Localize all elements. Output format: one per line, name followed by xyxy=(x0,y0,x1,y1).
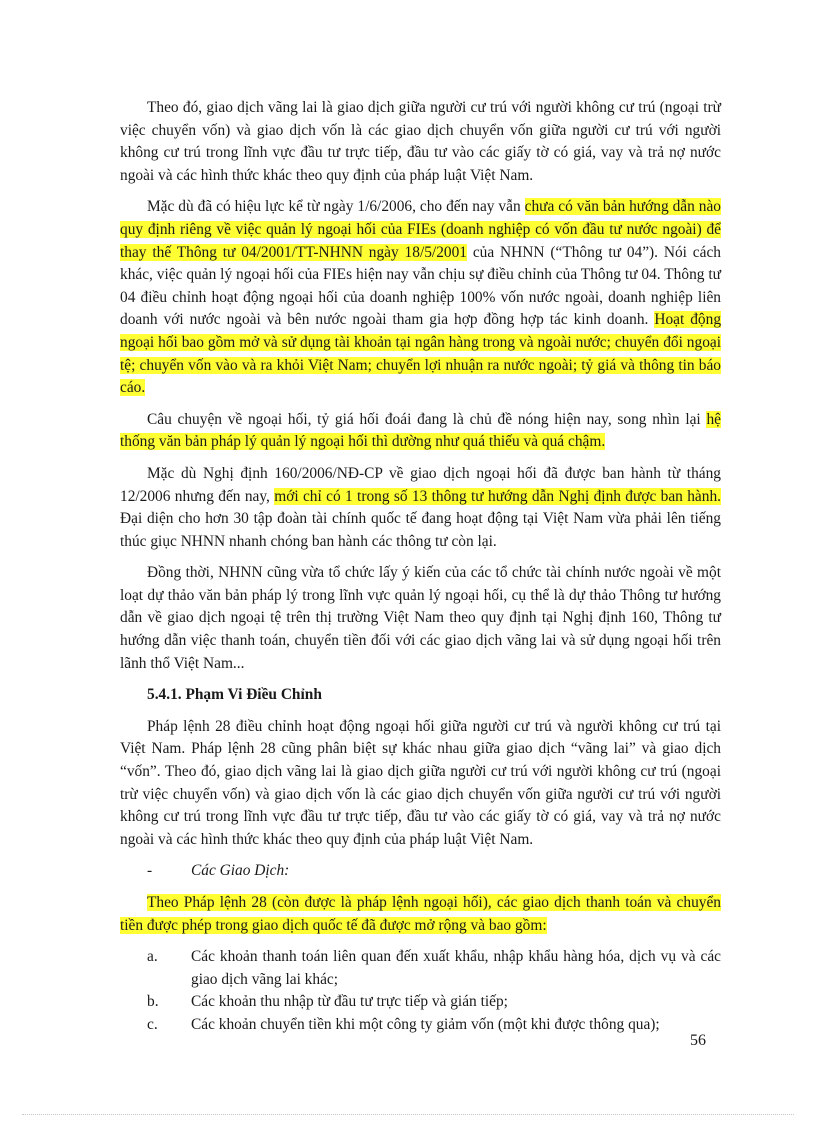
list-item-label: a. xyxy=(147,948,158,966)
page-number: 56 xyxy=(690,1032,706,1049)
page-content xyxy=(120,97,721,1037)
subsection-label xyxy=(120,860,721,883)
subsection-title: Các Giao Dịch: xyxy=(191,862,290,880)
list-item-label: c. xyxy=(147,1015,158,1033)
page-bottom-divider xyxy=(22,1114,794,1115)
highlighted-text: mới chỉ có 1 trong số 13 thông tư hướng dẫn Nghị định được ban hành. xyxy=(274,487,721,505)
list-item-text: Các khoản thanh toán liên quan đến xuất khẩu, nhập khẩu hàng hóa, dịch vụ và các giao dịch vãng lai khác; xyxy=(191,948,721,988)
list-item-text: Các khoản thu nhập từ đầu tư trực tiếp và gián tiếp; xyxy=(191,993,508,1011)
highlighted-text: hệ thống văn bản pháp lý quản lý ngoại hối thì dường như quá thiếu và quá chậm. xyxy=(120,410,721,451)
highlighted-text: Hoạt động ngoại hối bao gồm mở và sử dụng tài khoản tại ngân hàng trong và ngoài nước; chuyển đổi ngoại tệ; chuyển vốn vào và ra khỏi Việt Nam; chuyển lợi nhuận ra nước ngoài; tỷ giá và thông tin báo cáo. xyxy=(120,311,722,397)
paragraph-transaction-definition: Theo đó, giao dịch vãng lai là giao dịch giữa người cư trú với người không cư trú (ngoại trừ việc chuyển vốn) và giao dịch vốn là các giao dịch chuyển vốn giữa người cư trú với người không cư trú trong lĩnh vực đầu tư trực tiếp, đầu tư vào các giấy tờ có giá, vay và trả nợ nước ngoài và các hình thức khác theo quy định của pháp luật Việt Nam. xyxy=(120,99,721,184)
paragraph-forex-story xyxy=(120,409,721,454)
text-segment: Câu chuyện về ngoại hối, tỷ giá hối đoái đang là chủ đề nóng hiện nay, song nhìn lại xyxy=(147,410,707,428)
list-item xyxy=(147,1014,721,1037)
text-segment: của NHNN (“Thông tư 04”). Nói cách khác, việc quản lý ngoại hối của FIEs hiện nay vẫn chịu sự điều chỉnh của Thông tư 04. Thông tư 04 điều chỉnh hoạt động ngoại hối của doanh nghiệp 100% vốn nước ngoài, doanh nghiệp liên doanh với nước ngoài và bên nước ngoài tham gia hợp đồng hợp tác kinh doanh. xyxy=(120,243,721,329)
paragraph-decree-160 xyxy=(120,463,721,553)
paragraph-permitted-transactions xyxy=(120,892,721,937)
text-segment: Mặc dù đã có hiệu lực kể từ ngày 1/6/2006, cho đến nay vẫn xyxy=(147,198,525,216)
paragraph-ordinance-28: Pháp lệnh 28 điều chỉnh hoạt động ngoại hối giữa người cư trú và người không cư trú tại Việt Nam. Pháp lệnh 28 cũng phân biệt sự khác nhau giữa giao dịch “vãng lai” và giao dịch “vốn”. Theo đó, giao dịch vãng lai là giao dịch giữa người cư trú với người không cư trú (ngoại trừ việc chuyển vốn) và giao dịch vốn là các giao dịch chuyển vốn giữa người cư trú với người không cư trú trong lĩnh vực đầu tư trực tiếp, đầu tư vào các giấy tờ có giá, vay và trả nợ nước ngoài và các hình thức khác theo quy định của pháp luật Việt Nam. xyxy=(120,717,721,848)
section-heading: 5.4.1. Phạm Vi Điều Chỉnh xyxy=(147,686,322,704)
highlighted-text: chưa có văn bản hướng dẫn nào quy định riêng về việc quản lý ngoại hối của FIEs (doanh nghiệp có vốn đầu tư nước ngoài) để thay thế Thông tư 04/2001/TT-NHNN ngày 18/5/2001 xyxy=(120,198,722,261)
paragraph-fie-regulation xyxy=(120,196,721,399)
dash-bullet: - xyxy=(147,862,153,880)
list-item-label: b. xyxy=(147,993,159,1011)
text-segment: Đại diện cho hơn 30 tập đoàn tài chính quốc tế đang hoạt động tại Việt Nam vừa phải lên tiếng thúc giục NHNN nhanh chóng ban hành các thông tư còn lại. xyxy=(120,510,721,550)
paragraph-draft-circulars: Đồng thời, NHNN cũng vừa tổ chức lấy ý kiến của các tổ chức tài chính nước ngoài về một loạt dự thảo văn bản pháp lý trong lĩnh vực quản lý ngoại hối, cụ thể là dự thảo Thông tư hướng dẫn về giao dịch ngoại tệ trên thị trường Việt Nam theo quy định tại Nghị định 160, Thông tư hướng dẫn việc thanh toán, chuyển tiền đối với các giao dịch vãng lai và sử dụng ngoại hối trên lãnh thổ Việt Nam... xyxy=(120,564,721,672)
list-item xyxy=(147,946,721,991)
list-item-text: Các khoản chuyển tiền khi một công ty giảm vốn (một khi được thông qua); xyxy=(191,1015,660,1033)
text-segment: Mặc dù Nghị định 160/2006/NĐ-CP về giao dịch ngoại hối đã được ban hành từ tháng 12/2006 nhưng đến nay, xyxy=(120,464,721,505)
transaction-list xyxy=(120,946,721,1036)
highlighted-text: Theo Pháp lệnh 28 (còn được là pháp lệnh ngoại hối), các giao dịch thanh toán và chuyển tiền được phép trong giao dịch quốc tế đã được mở rộng và bao gồm: xyxy=(120,894,721,934)
list-item xyxy=(147,991,721,1014)
